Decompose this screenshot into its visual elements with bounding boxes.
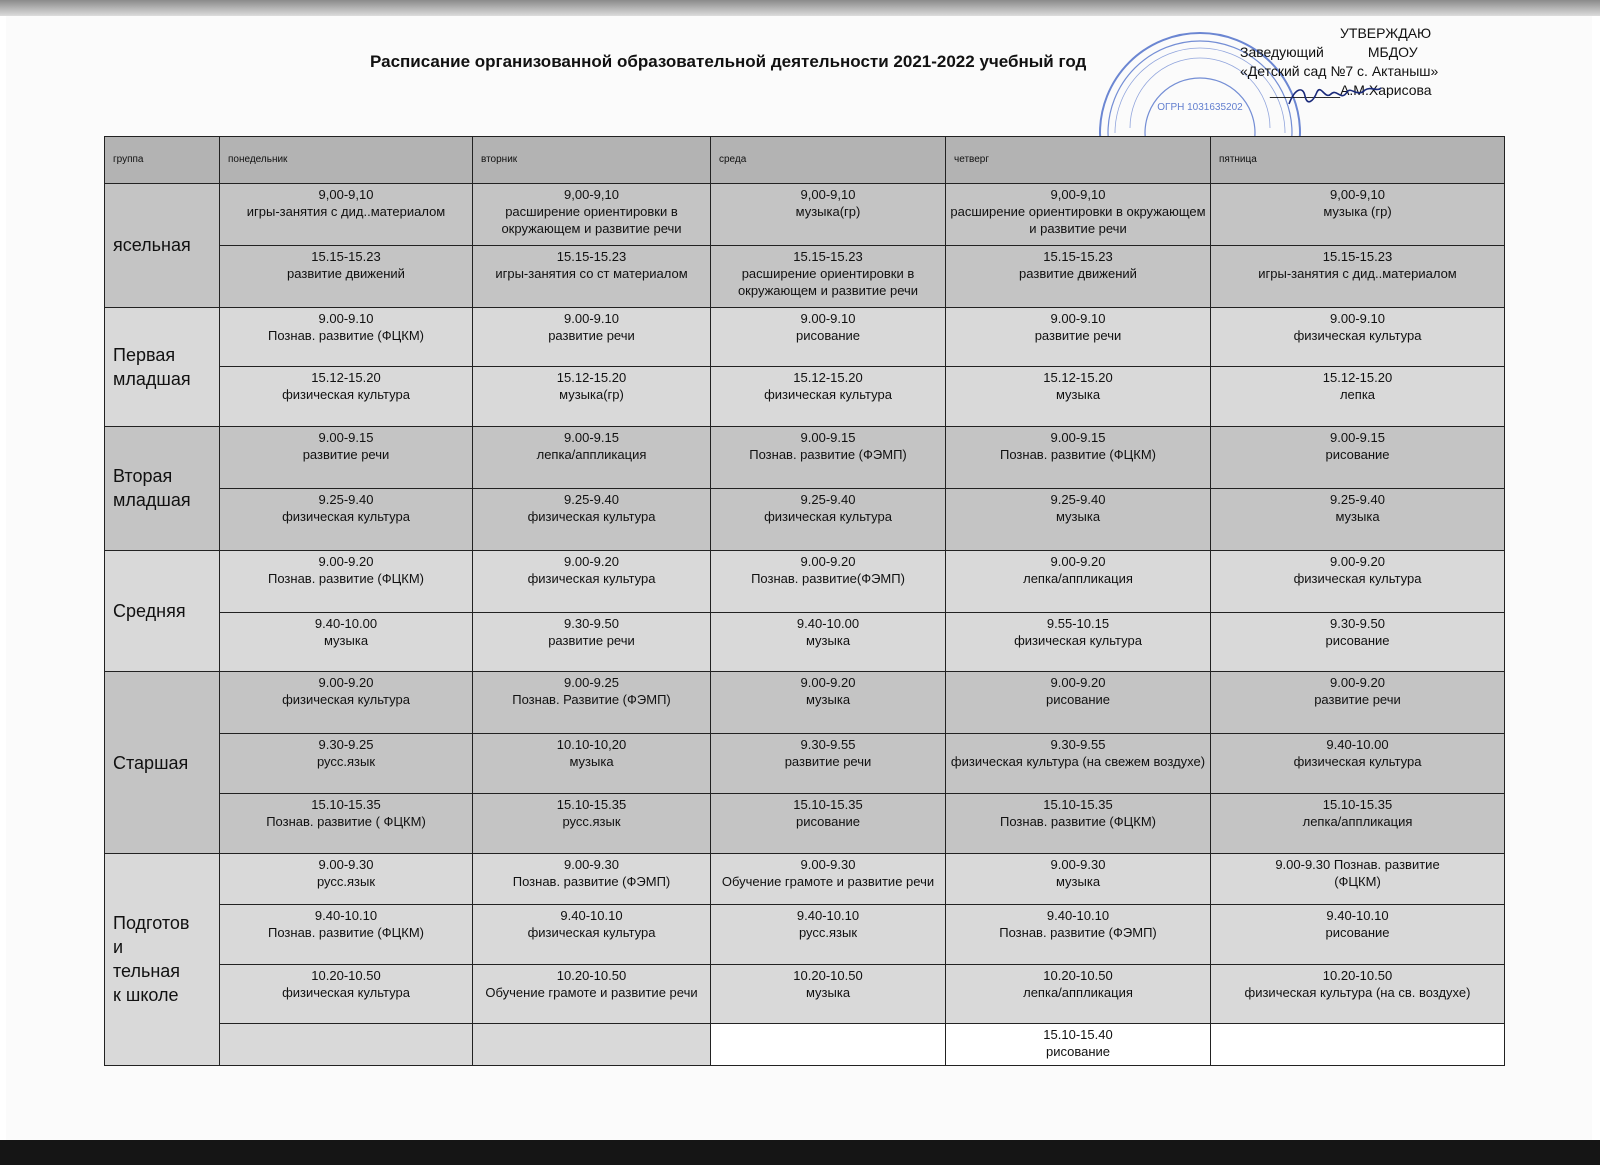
lesson-time: 15.15-15.23 <box>1322 248 1393 264</box>
header-group: группа <box>105 137 220 184</box>
lesson-subject: физическая культура <box>764 387 892 403</box>
group-name-cell <box>105 183 220 307</box>
header-friday: пятница <box>1211 137 1505 184</box>
schedule-cell <box>473 853 711 904</box>
lesson-subject: физическая культура <box>527 508 656 524</box>
lesson-subject: развитие речи <box>1034 327 1122 343</box>
lesson-time: 9,00-9,10 <box>1330 186 1385 202</box>
schedule-cell <box>473 612 711 672</box>
lesson-subject: физическая культура <box>1014 632 1142 648</box>
lesson-time: 15.12-15.20 <box>1322 370 1393 386</box>
lesson-time: 9.40-10.10 <box>1046 907 1110 923</box>
schedule-cell <box>711 964 946 1024</box>
schedule-cell <box>220 964 473 1024</box>
lesson-subject: музыка <box>805 984 851 1000</box>
approval-organization: «Детский сад №7 с. Актаныш» <box>1240 63 1439 79</box>
lesson-subject: развитие речи <box>302 447 390 463</box>
schedule-cell <box>220 245 473 307</box>
scan-bottom-edge <box>0 1140 1600 1165</box>
header-monday: понедельник <box>220 137 473 184</box>
lesson-time: 9.40-10.00 <box>314 615 378 631</box>
table-row <box>105 612 1505 672</box>
lesson-time: 9.00-9.15 <box>800 430 856 446</box>
schedule-cell <box>711 672 946 734</box>
schedule-cell <box>946 793 1211 853</box>
lesson-subject: физическая культура <box>282 692 410 708</box>
lesson-time: 9.00-9.30 <box>800 856 856 872</box>
schedule-cell <box>1211 672 1505 734</box>
table-header-row <box>105 137 1505 184</box>
lesson-subject: расширение ориентировки в окружающем и развитие речи <box>501 203 682 236</box>
header-wednesday: среда <box>711 137 946 184</box>
lesson-time: 9.00-9.20 <box>318 675 374 691</box>
table-row <box>105 427 1505 489</box>
lesson-time: 9.30-9.55 <box>1050 737 1106 753</box>
lesson-subject: развитие движений <box>287 265 405 281</box>
schedule-cell <box>711 488 946 550</box>
handwritten-signature <box>1285 82 1385 112</box>
lesson-time: 9.40-10.10 <box>314 907 378 923</box>
lesson-subject: игры-занятия с дид..материалом <box>246 203 446 219</box>
lesson-subject: физическая культура <box>764 508 892 524</box>
table-row <box>105 488 1505 550</box>
group-name-cell: Подготов и тельная к школе <box>105 853 220 1065</box>
schedule-cell <box>946 427 1211 489</box>
schedule-cell <box>220 734 473 794</box>
lesson-time: 9.00-9.20 <box>1050 553 1106 569</box>
lesson-time: 9.00-9.10 <box>1330 310 1385 326</box>
table-row <box>105 904 1505 964</box>
lesson-subject: Познав. развитие (ФЦКМ) <box>268 327 424 343</box>
lesson-time: 9.00-9.30 Познав. развитие <box>1275 856 1440 872</box>
lesson-subject: физическая культура <box>527 570 656 586</box>
lesson-subject: музыка <box>1055 873 1101 889</box>
lesson-subject: Познав. развитие(ФЭМП) <box>751 570 905 586</box>
group-name-cell <box>105 672 220 853</box>
lesson-time: 9.30-9.50 <box>564 615 619 631</box>
lesson-time: 10.10-10,20 <box>556 737 627 753</box>
header-thursday: четверг <box>946 137 1211 184</box>
lesson-subject: лепка/аппликация <box>1023 984 1133 1000</box>
schedule-cell <box>473 793 711 853</box>
lesson-time: 9.00-9.20 <box>1050 675 1106 691</box>
lesson-time: 9.00-9.30 <box>318 856 374 872</box>
lesson-time: 15.15-15.23 <box>1043 248 1113 264</box>
lesson-subject: физическая культура <box>282 387 410 403</box>
schedule-cell <box>946 1024 1211 1066</box>
table-row <box>105 307 1505 367</box>
lesson-subject: развитие речи <box>1314 692 1401 708</box>
group-name-cell <box>105 427 220 551</box>
table-row <box>105 245 1505 307</box>
lesson-subject: физическая культура <box>1293 570 1422 586</box>
table-row <box>105 853 1505 904</box>
lesson-subject: рисование <box>1045 692 1111 708</box>
lesson-time: 9.00-9.20 <box>564 553 619 569</box>
schedule-cell <box>711 904 946 964</box>
scan-top-edge <box>0 0 1600 16</box>
lesson-subject: рисование <box>795 813 861 829</box>
lesson-time: 15.10-15.35 <box>1322 796 1393 812</box>
schedule-cell <box>473 245 711 307</box>
lesson-subject: физическая культура <box>282 984 410 1000</box>
lesson-subject: музыка <box>323 632 369 648</box>
schedule-cell <box>946 245 1211 307</box>
schedule-cell <box>711 307 946 367</box>
lesson-subject: лепка/аппликация <box>536 447 647 463</box>
lesson-subject: Познав. развитие (ФЭМП) <box>512 873 671 889</box>
schedule-cell <box>1211 853 1505 904</box>
schedule-cell <box>1211 307 1505 367</box>
lesson-subject: музыка (гр) <box>1323 203 1392 219</box>
lesson-subject: физическая культура <box>1293 327 1422 343</box>
schedule-cell <box>711 853 946 904</box>
lesson-time: 9,00-9,10 <box>1050 186 1106 202</box>
group-name: Старшая <box>113 752 189 773</box>
schedule-cell <box>711 793 946 853</box>
lesson-subject: музыка <box>1055 387 1101 403</box>
lesson-time: 9.00-9.15 <box>318 430 374 446</box>
lesson-time: 9.00-9.20 <box>800 675 856 691</box>
lesson-time: 9.00-9.15 <box>564 430 619 446</box>
lesson-time: 9.00-9.10 <box>318 310 374 326</box>
lesson-time: 10.20-10.50 <box>311 967 381 983</box>
lesson-subject: Познав. развитие (ФЭМП) <box>749 447 907 463</box>
schedule-cell <box>1211 904 1505 964</box>
lesson-subject: Познав. развитие (ФЦКМ) <box>1000 813 1156 829</box>
schedule-cell <box>473 1024 711 1066</box>
lesson-time: 15.12-15.20 <box>793 370 863 386</box>
lesson-subject: русс.язык <box>316 754 376 770</box>
schedule-cell <box>473 734 711 794</box>
lesson-subject: музыка <box>805 692 851 708</box>
schedule-cell <box>711 427 946 489</box>
lesson-subject: музыка <box>1055 508 1101 524</box>
header-tuesday: вторник <box>473 137 711 184</box>
lesson-subject: лепка/аппликация <box>1023 570 1133 586</box>
table-row <box>105 183 1505 245</box>
lesson-time: 9.40-10.10 <box>1326 907 1389 923</box>
lesson-time: 9,00-9,10 <box>318 186 374 202</box>
lesson-time: 9.00-9.25 <box>564 675 619 691</box>
lesson-time: 10.20-10.50 <box>556 967 627 983</box>
lesson-subject: Обучение грамоте и развитие речи <box>485 984 698 1000</box>
schedule-table <box>104 136 1505 1066</box>
lesson-subject: рисование <box>1045 1044 1111 1060</box>
group-name: Средняя <box>113 601 186 622</box>
schedule-cell <box>711 1024 946 1066</box>
schedule-cell <box>711 367 946 427</box>
table-row <box>105 1024 1505 1066</box>
table-row <box>105 672 1505 734</box>
table-row <box>105 964 1505 1024</box>
lesson-subject: рисование <box>1325 632 1390 648</box>
lesson-subject: русс.язык <box>316 873 376 889</box>
lesson-time: 9.25-9.40 <box>800 491 856 507</box>
schedule-cell <box>473 183 711 245</box>
lesson-time: 9.30-9.50 <box>1330 615 1385 631</box>
lesson-subject: музыка <box>1335 508 1380 524</box>
schedule-cell <box>220 793 473 853</box>
schedule-cell <box>1211 793 1505 853</box>
lesson-time: 15.12-15.20 <box>311 370 381 386</box>
lesson-subject: игры-занятия со ст материалом <box>495 265 688 281</box>
lesson-time: 9.30-9.25 <box>318 737 374 753</box>
lesson-time: 9.00-9.10 <box>800 310 856 326</box>
schedule-cell <box>711 183 946 245</box>
lesson-subject: развитие речи <box>548 327 635 343</box>
schedule-cell <box>946 853 1211 904</box>
schedule-cell <box>1211 612 1505 672</box>
group-name-cell <box>105 307 220 426</box>
lesson-time: 15.10-15.40 <box>1043 1027 1113 1043</box>
schedule-cell <box>473 367 711 427</box>
lesson-subject: Познав. развитие (ФЦКМ) <box>268 924 424 940</box>
lesson-subject: расширение ориентировки в окружающем и развитие речи <box>737 265 919 298</box>
table-row <box>105 550 1505 612</box>
lesson-time: 9.40-10.10 <box>796 907 860 923</box>
lesson-time: 9.00-9.15 <box>1050 430 1106 446</box>
lesson-subject: русс.язык <box>798 924 858 940</box>
lesson-time: 9.30-9.55 <box>800 737 856 753</box>
schedule-cell <box>220 550 473 612</box>
lesson-time: 15.15-15.23 <box>556 248 627 264</box>
lesson-subject: музыка <box>569 754 614 770</box>
approval-position: Заведующий МБДОУ <box>1240 44 1418 60</box>
schedule-cell <box>1211 245 1505 307</box>
group-name-cell <box>105 550 220 672</box>
lesson-subject: лепка <box>1339 387 1376 403</box>
schedule-cell <box>1211 1024 1505 1066</box>
table-row <box>105 734 1505 794</box>
lesson-subject: игры-занятия с дид..материалом <box>1258 265 1457 281</box>
lesson-time: 10.20-10.50 <box>1322 967 1393 983</box>
lesson-time: 9.25-9.40 <box>1330 491 1385 507</box>
group-name: ясельная <box>113 235 191 256</box>
lesson-subject: рисование <box>1325 447 1390 463</box>
lesson-subject: лепка/аппликация <box>1302 813 1413 829</box>
lesson-time: 9.25-9.40 <box>1050 491 1106 507</box>
schedule-cell <box>946 904 1211 964</box>
schedule-cell <box>220 853 473 904</box>
lesson-time: 9.00-9.20 <box>318 553 374 569</box>
group-name: Вторая младшая <box>113 466 191 511</box>
schedule-cell <box>946 672 1211 734</box>
lesson-time: 15.15-15.23 <box>311 248 381 264</box>
lesson-time: 15.15-15.23 <box>793 248 863 264</box>
schedule-cell <box>711 734 946 794</box>
lesson-time: 9.00-9.30 <box>564 856 619 872</box>
approval-signatory: _________А.М.Харисова <box>1270 82 1432 98</box>
lesson-time: 9.00-9.10 <box>564 310 619 326</box>
lesson-subject: Познав. развитие (ФЦКМ) <box>1000 447 1156 463</box>
lesson-time: 15.12-15.20 <box>556 370 627 386</box>
lesson-subject: музыка(гр) <box>795 203 861 219</box>
lesson-time: 15.10-15.35 <box>556 796 627 812</box>
lesson-subject: развитие речи <box>548 632 635 648</box>
lesson-time: 10.20-10.50 <box>1043 967 1113 983</box>
schedule-cell <box>220 488 473 550</box>
lesson-time: 9.40-10.10 <box>560 907 623 923</box>
lesson-time: 9.00-9.20 <box>1330 553 1385 569</box>
schedule-cell <box>220 427 473 489</box>
group-name: Первая младшая <box>113 344 191 389</box>
lesson-subject: рисование <box>795 327 861 343</box>
lesson-subject: Познав. развитие (ФЭМП) <box>999 924 1157 940</box>
schedule-cell <box>1211 550 1505 612</box>
schedule-cell <box>946 964 1211 1024</box>
schedule-cell <box>473 904 711 964</box>
lesson-time: 9.00-9.10 <box>1050 310 1106 326</box>
lesson-subject: русс.язык <box>562 813 621 829</box>
page-title: Расписание организованной образовательной деятельности 2021-2022 учебный год <box>370 52 1087 71</box>
schedule-cell <box>711 245 946 307</box>
lesson-time: 9.40-10.00 <box>796 615 860 631</box>
lesson-time: 9.00-9.20 <box>1330 675 1385 691</box>
schedule-cell <box>946 183 1211 245</box>
lesson-subject: физическая культура (на св. воздухе) <box>1244 984 1471 1000</box>
lesson-subject: физическая культура <box>527 924 656 940</box>
schedule-cell <box>1211 964 1505 1024</box>
schedule-cell <box>473 488 711 550</box>
schedule-cell <box>946 734 1211 794</box>
schedule-cell <box>220 183 473 245</box>
schedule-cell <box>220 672 473 734</box>
lesson-time: 9.40-10.00 <box>1326 737 1389 753</box>
stamp-ogrn: ОГРН 1031635202 <box>1157 102 1243 113</box>
schedule-cell <box>946 488 1211 550</box>
lesson-time: 9.25-9.40 <box>318 491 374 507</box>
schedule-cell <box>473 672 711 734</box>
schedule-cell <box>946 550 1211 612</box>
lesson-time: 15.12-15.20 <box>1043 370 1113 386</box>
schedule-cell <box>220 307 473 367</box>
schedule-cell <box>1211 367 1505 427</box>
lesson-time: 9,00-9,10 <box>800 186 856 202</box>
lesson-time: 9.00-9.15 <box>1330 430 1385 446</box>
lesson-time: 10.20-10.50 <box>793 967 863 983</box>
schedule-cell <box>1211 734 1505 794</box>
lesson-subject: (ФЦКМ) <box>1334 873 1381 889</box>
schedule-cell <box>1211 488 1505 550</box>
lesson-subject: физическая культура <box>282 508 410 524</box>
schedule-cell <box>711 550 946 612</box>
lesson-subject: Познав. развитие ( ФЦКМ) <box>266 813 426 829</box>
lesson-subject: музыка(гр) <box>559 387 624 403</box>
schedule-cell <box>946 307 1211 367</box>
lesson-time: 9.55-10.15 <box>1046 615 1110 631</box>
schedule-cell <box>473 307 711 367</box>
schedule-cell <box>946 367 1211 427</box>
schedule-cell <box>220 1024 473 1066</box>
schedule-cell <box>1211 183 1505 245</box>
lesson-subject: расширение ориентировки в окружающем и развитие речи <box>950 203 1206 236</box>
lesson-subject: физическая культура <box>1293 754 1422 770</box>
schedule-cell <box>1211 427 1505 489</box>
lesson-time: 9.00-9.30 <box>1050 856 1106 872</box>
table-row <box>105 793 1505 853</box>
lesson-time: 9,00-9,10 <box>564 186 619 202</box>
schedule-cell <box>220 612 473 672</box>
lesson-subject: физическая культура (на свежем воздухе) <box>950 754 1206 770</box>
schedule-cell <box>220 367 473 427</box>
lesson-subject: Познав. развитие (ФЦКМ) <box>268 570 424 586</box>
lesson-subject: Обучение грамоте и развитие речи <box>721 873 935 889</box>
schedule-cell <box>473 427 711 489</box>
schedule-cell <box>946 612 1211 672</box>
lesson-time: 15.10-15.35 <box>311 796 381 812</box>
approval-heading: УТВЕРЖДАЮ <box>1340 25 1432 41</box>
schedule-cell <box>220 904 473 964</box>
lesson-subject: Познав. Развитие (ФЭМП) <box>512 692 671 708</box>
lesson-subject: развитие движений <box>1019 265 1137 281</box>
table-row <box>105 367 1505 427</box>
lesson-time: 9.25-9.40 <box>564 491 619 507</box>
lesson-time: 15.10-15.35 <box>793 796 863 812</box>
schedule-cell <box>473 964 711 1024</box>
lesson-subject: рисование <box>1325 924 1390 940</box>
schedule-cell <box>711 612 946 672</box>
schedule-cell <box>473 550 711 612</box>
lesson-subject: развитие речи <box>784 754 872 770</box>
lesson-time: 9.00-9.20 <box>800 553 856 569</box>
lesson-subject: музыка <box>805 632 851 648</box>
lesson-time: 15.10-15.35 <box>1043 796 1113 812</box>
